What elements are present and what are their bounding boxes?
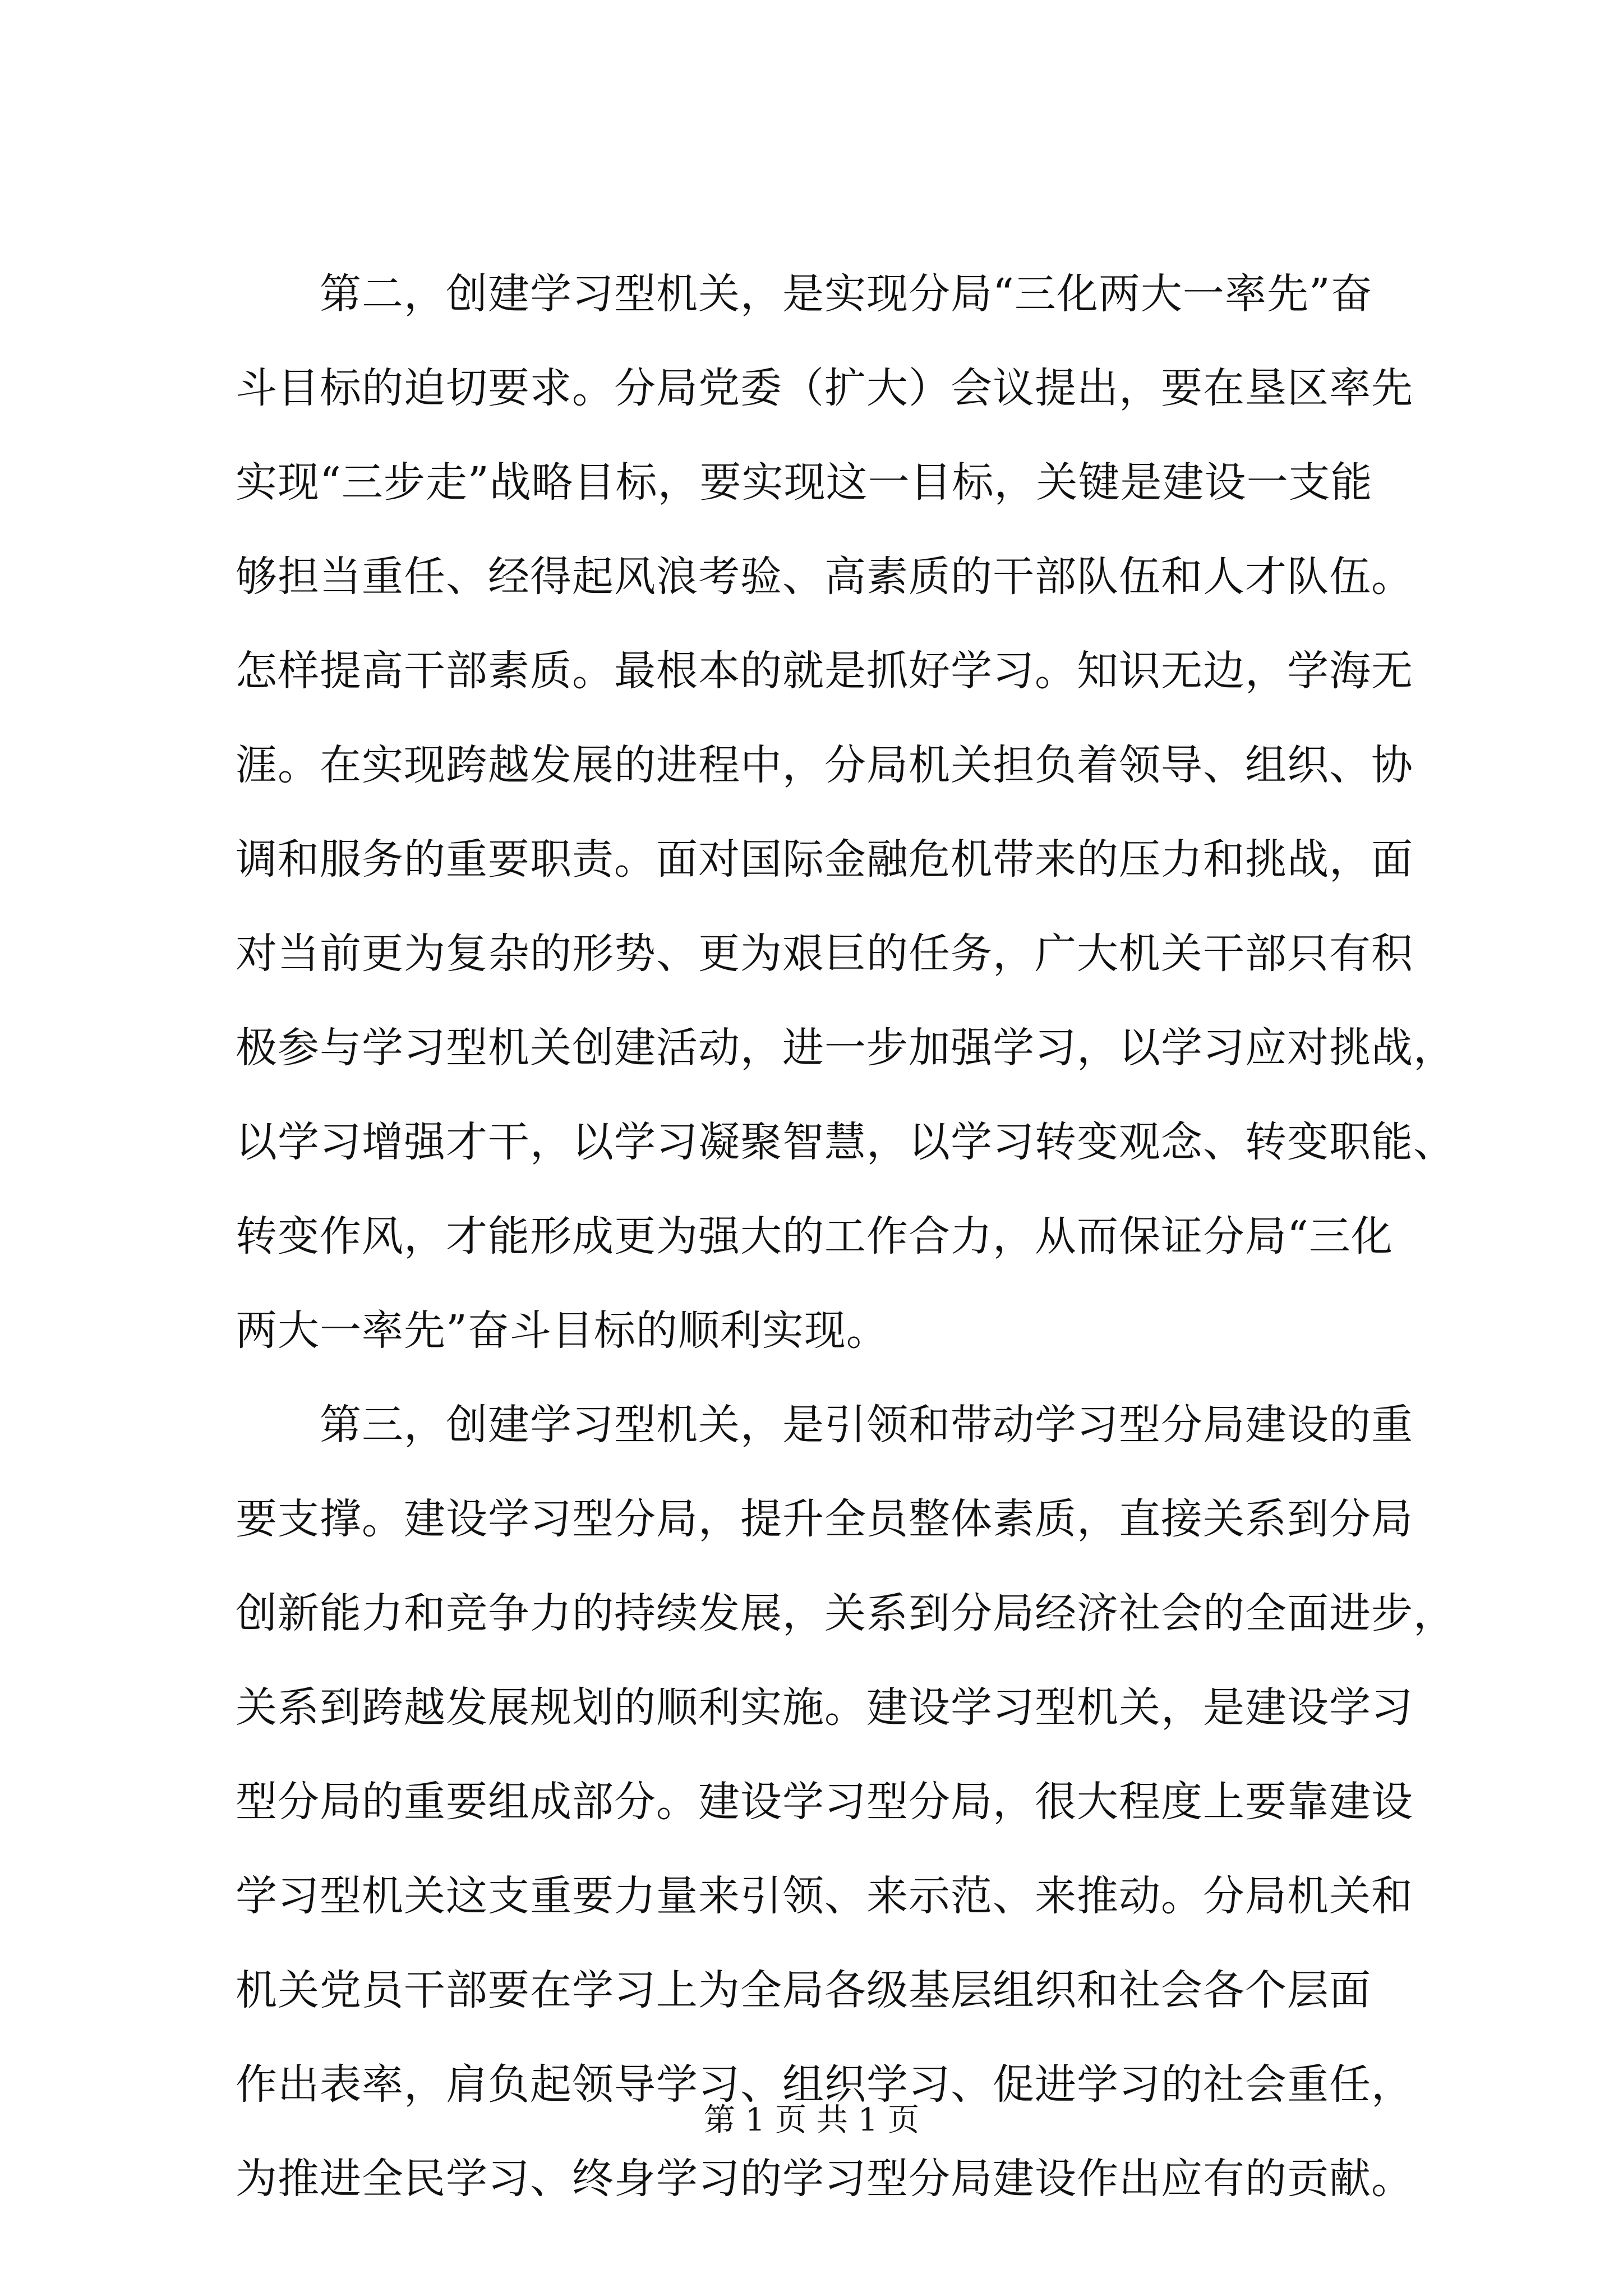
paragraph-line: 斗目标的迫切要求。分局党委（扩大）会议提出，要在垦区率先 [236,364,1413,412]
paragraph-line: 调和服务的重要职责。面对国际金融危机带来的压力和挑战，面 [236,835,1413,884]
paragraph-line: 实现“三步走”战略目标，要实现这一目标，关键是建设一支能 [236,458,1373,507]
paragraph-line: 作出表率，肩负起领导学习、组织学习、促进学习的社会重任， [236,2060,1413,2109]
paragraph-line: 极参与学习型机关创建活动，进一步加强学习，以学习应对挑战， [236,1024,1455,1072]
page-footer [0,2098,1623,2143]
paragraph-line: 够担当重任、经得起风浪考验、高素质的干部队伍和人才队伍。 [236,553,1413,601]
paragraph-line: 为推进全民学习、终身学习的学习型分局建设作出应有的贡献。 [236,2155,1413,2203]
paragraph-line: 第三，创建学习型机关，是引领和带动学习型分局建设的重 [320,1401,1413,1449]
paragraph-line: 要支撑。建设学习型分局，提升全员整体素质，直接关系到分局 [236,1495,1413,1543]
paragraph-1 [236,247,1455,1378]
paragraph-line: 以学习增强才干，以学习凝聚智慧，以学习转变观念、转变职能、 [236,1118,1455,1166]
page-number-label: 第 1 页 共 1 页 [703,2102,920,2138]
document-body [236,247,1455,2226]
paragraph-line: 机关党员干部要在学习上为全局各级基层组织和社会各个层面 [236,1966,1371,2014]
paragraph-line: 关系到跨越发展规划的顺利实施。建设学习型机关，是建设学习 [236,1683,1413,1732]
paragraph-line: 两大一率先”奋斗目标的顺利实现。 [236,1306,888,1355]
paragraph-line: 型分局的重要组成部分。建设学习型分局，很大程度上要靠建设 [236,1778,1413,1826]
paragraph-line: 第二，创建学习型机关，是实现分局“三化两大一率先”奋 [320,270,1373,318]
paragraph-line: 涯。在实现跨越发展的进程中，分局机关担负着领导、组织、协 [236,741,1413,789]
paragraph-line: 转变作风，才能形成更为强大的工作合力，从而保证分局“三化 [236,1212,1393,1260]
paragraph-line: 对当前更为复杂的形势、更为艰巨的任务，广大机关干部只有积 [236,930,1413,978]
paragraph-line: 学习型机关这支重要力量来引领、来示范、来推动。分局机关和 [236,1872,1413,1920]
paragraph-line: 创新能力和竞争力的持续发展，关系到分局经济社会的全面进步， [236,1589,1455,1637]
paragraph-line: 怎样提高干部素质。最根本的就是抓好学习。知识无边，学海无 [236,647,1413,695]
